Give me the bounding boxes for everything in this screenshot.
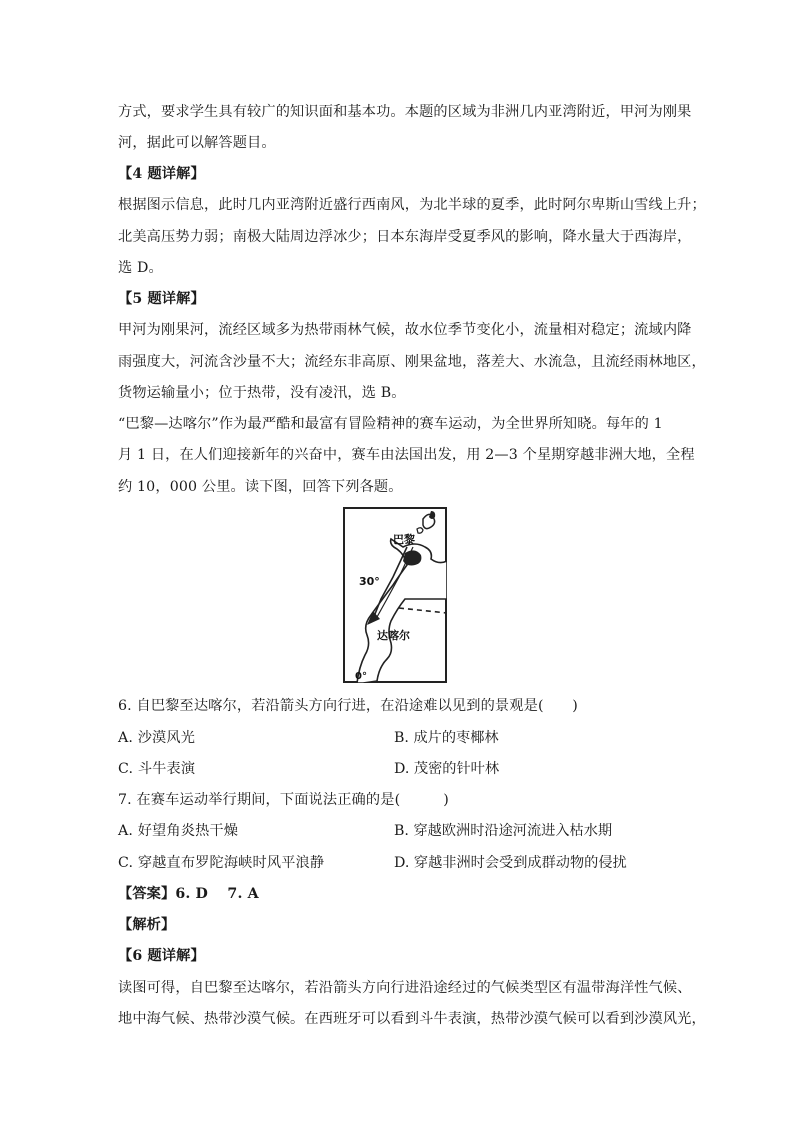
question-6-stem: 6. 自巴黎至达喀尔，若沿箭头方向行进，在沿途难以见到的景观是( )	[118, 698, 578, 714]
text-line: 北美高压势力弱；南极大陆周边浮冰少；日本东海岸受夏季风的影响，降水量大于西海岸，	[118, 229, 692, 245]
q6-option-d: D. 茂密的针叶林	[394, 761, 500, 777]
q6-option-a: A. 沙漠风光	[118, 730, 196, 746]
answer-line: 【答案】6. D 7. A	[118, 886, 259, 902]
text-line: 雨强度大，河流含沙量不大；流经东非高原、刚果盆地，落差大、水流急，且流经雨林地区，	[118, 354, 706, 370]
text-line: 选 D。	[118, 260, 163, 276]
section-heading: 【5 题详解】	[118, 291, 205, 307]
q6-option-b: B. 成片的枣椰林	[394, 730, 499, 746]
paris-dakar-map	[343, 507, 447, 683]
q6-option-c: C. 斗牛表演	[118, 761, 196, 777]
q7-option-c: C. 穿越直布罗陀海峡时风平浪静	[118, 855, 325, 871]
label-paris: 巴黎	[393, 533, 415, 546]
question-7-stem: 7. 在赛车运动举行期间，下面说法正确的是( )	[118, 792, 449, 808]
text-line: 月 1 日，在人们迎接新年的兴奋中，赛车由法国出发，用 2—3 个星期穿越非洲大地，全程	[118, 447, 695, 463]
text-line: 货物运输量小；位于热带，没有凌汛，选 B。	[118, 385, 406, 401]
text-line: 地中海气候、热带沙漠气候。在西班牙可以看到斗牛表演，热带沙漠气候可以看到沙漠风光，	[118, 1011, 706, 1027]
text-line: 方式，要求学生具有较广的知识面和基本功。本题的区域为非洲几内亚湾附近，甲河为刚果	[118, 104, 692, 120]
text-line: 根据图示信息，此时几内亚湾附近盛行西南风，为北半球的夏季，此时阿尔卑斯山雪线上升；	[118, 197, 706, 213]
label-0: 0°	[355, 671, 367, 682]
section-heading: 【6 题详解】	[118, 948, 205, 964]
text-line: “巴黎—达喀尔”作为最严酷和最富有冒险精神的赛车运动，为全世界所知晓。每年的 1	[118, 416, 663, 432]
q7-option-d: D. 穿越非洲时会受到成群动物的侵扰	[394, 855, 627, 871]
q7-option-a: A. 好望角炎热干燥	[118, 823, 239, 839]
text-line: 河，据此可以解答题目。	[118, 135, 276, 151]
q7-option-b: B. 穿越欧洲时沿途河流进入枯水期	[394, 823, 613, 839]
text-line: 读图可得，自巴黎至达喀尔，若沿箭头方向行进沿途经过的气候类型区有温带海洋性气候、	[118, 980, 692, 996]
label-dakar: 达喀尔	[377, 629, 410, 642]
analysis-heading: 【解析】	[118, 917, 176, 933]
text-line: 甲河为刚果河，流经区域多为热带雨林气候，故水位季节变化小，流量相对稳定；流域内降	[118, 322, 692, 338]
label-30: 30°	[359, 575, 380, 588]
section-heading: 【4 题详解】	[118, 166, 205, 182]
text-line: 约 10，000 公里。读下图，回答下列各题。	[118, 479, 403, 495]
